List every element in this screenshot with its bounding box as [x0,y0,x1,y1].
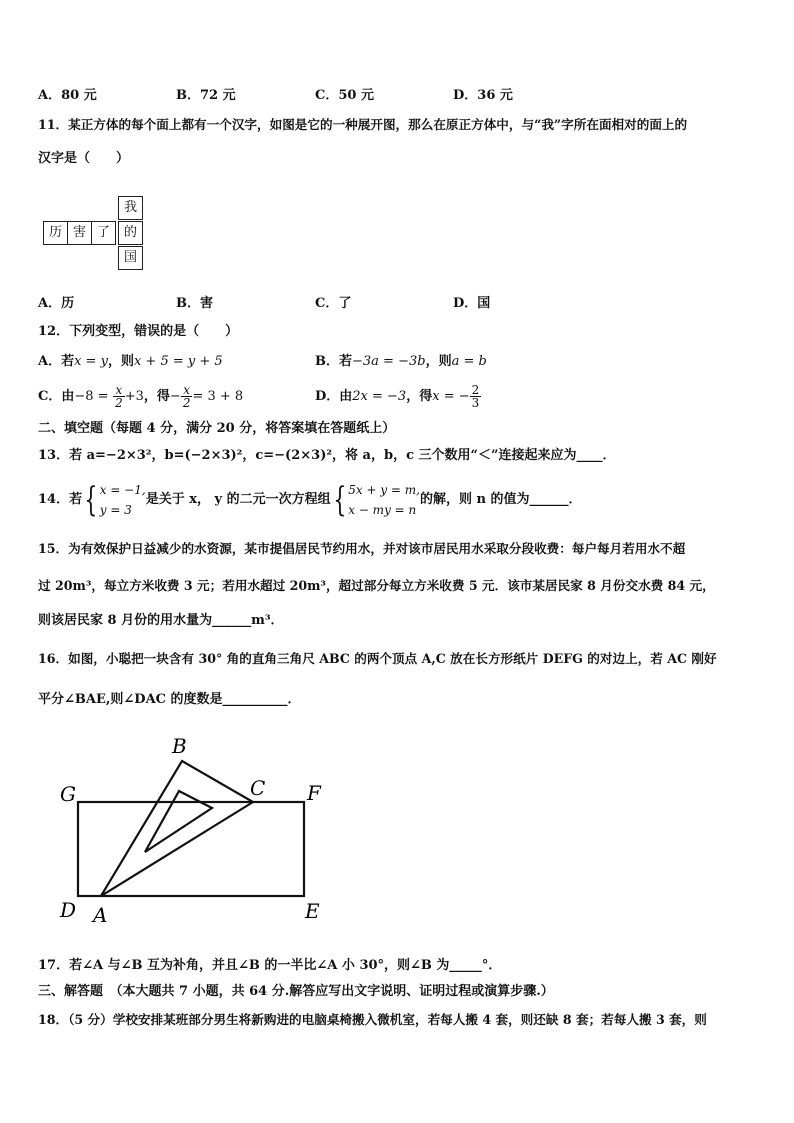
fraction: $\frac{2}{3}$ [471,383,480,410]
label-g: G [60,782,76,806]
equation-system: 5x + y = m, x − my = n [348,482,420,517]
q10-option-a: A．80 元 [38,88,97,103]
q18-stem: 18．（5 分）学校安排某班部分男生将新购进的电脑桌椅搬入微机室，若每人搬 4 套，则还缺 8 套；若每人搬 3 套，则 [38,1012,707,1027]
rectangle-defg [78,802,304,896]
q10-option-d: D．36 元 [453,88,513,103]
q15-line2: 过 20m³，每立方米收费 3 元；若用水超过 20m³，超过部分每立方米收费 5 元．该市某居民家 8 月份交水费 84 元， [38,578,715,593]
net-cell: 害 [67,221,92,245]
net-cell: 国 [118,246,143,270]
label-f: F [307,781,321,805]
q11-option-d: D．国 [453,296,491,311]
q12-option-a: A．若x = y，则x + 5 = y + 5 [38,354,223,369]
q11-option-a: A．历 [38,296,75,311]
q14-stem: 14．若{ x = −1, y = 3 是关于 x， y 的二元一次方程组{ 5x + y = m, x − my = n 的解，则 n 的值为______． [38,479,582,520]
q11-option-b: B．害 [176,296,214,311]
q12-stem: 12．下列变型，错误的是（ ） [38,324,239,339]
q13-stem: 13．若 a=−2×3²，b=(−2×3)²，c=−(2×3)²，将 a，b，c 三个数用“＜”连接起来应为____． [38,448,616,463]
solution-system: x = −1, y = 3 [99,482,146,517]
left-brace: { [332,479,346,520]
fraction: $\frac{x}{2}$ [182,383,191,410]
label-d: D [60,898,77,922]
q10-option-b: B．72 元 [176,88,236,103]
q11-stem-line1: 11．某正方体的每个面上都有一个汉字，如图是它的一种展开图，那么在原正方体中，与“我”字所在面相对的面上的 [38,117,688,132]
left-brace: { [84,479,98,520]
q12-option-d: D．由2x = −3，得x = − $\frac{2}{3}$ [315,383,480,410]
net-cell: 我 [118,196,143,220]
q12-option-b: B．若−3a = −3b，则a = b [315,354,487,369]
section2-title: 二、填空题（每题 4 分，满分 20 分，将答案填在答题纸上） [38,421,396,436]
net-cell: 的 [118,221,143,245]
label-e: E [305,899,320,923]
q12-option-c: C．由−8 = $\frac{x}{2}$ +3，得− $\frac{x}{2}$ = 3 + 8 [38,383,244,410]
triangle-inner [145,791,212,852]
q16-line2: 平分∠BAE,则∠DAC 的度数是__________． [38,692,301,707]
fraction: $\frac{x}{2}$ [115,383,123,410]
q11-stem-line2: 汉字是（ ） [38,151,130,166]
section3-title: 三、解答题 （本大题共 7 小题，共 64 分.解答应写出文字说明、证明过程或演算步骤.） [38,984,554,999]
label-c: C [250,776,266,800]
net-cell: 历 [43,221,68,245]
q15-line3: 则该居民家 8 月份的用水量为______m³． [38,613,284,628]
label-b: B [172,734,187,758]
label-a: A [93,903,108,927]
q15-line1: 15．为有效保护日益减少的水资源，某市提倡居民节约用水，并对该市居民用水采取分段收费：每户每月若用水不超 [38,541,686,556]
net-cell: 了 [91,221,116,245]
q17-stem: 17．若∠A 与∠B 互为补角，并且∠B 的一半比∠A 小 30°，则∠B 为_____°． [38,958,502,973]
q16-line1: 16．如图，小聪把一块含有 30° 角的直角三角尺 ABC 的两个顶点 A,C 放在长方形纸片 DEFG 的对边上，若 AC 刚好 [38,651,717,666]
q11-option-c: C．了 [315,296,352,311]
triangle-abc-outer [101,761,253,896]
q10-option-c: C．50 元 [315,88,374,103]
